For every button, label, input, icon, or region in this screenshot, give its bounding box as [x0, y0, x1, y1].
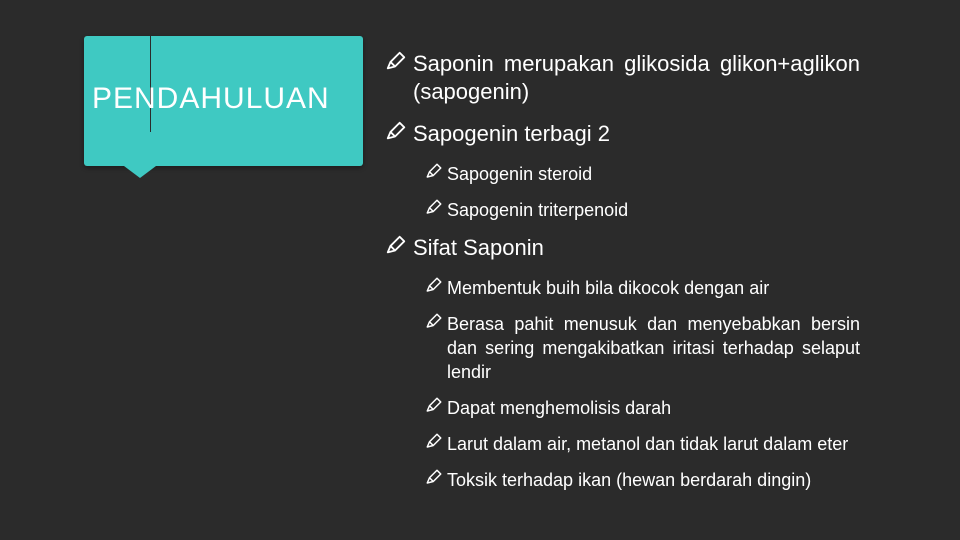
bullet-item [385, 234, 860, 262]
pen-bullet-icon [425, 396, 447, 414]
pen-bullet-icon [385, 120, 413, 142]
sub-bullet-item [425, 396, 860, 420]
sub-bullet-item [425, 198, 860, 222]
slide-title: PENDAHULUAN [92, 82, 330, 115]
sub-bullet-item [425, 432, 860, 456]
title-box [84, 36, 363, 166]
pen-bullet-icon [425, 432, 447, 450]
sub-bullet-item [425, 162, 860, 186]
pen-bullet-icon [425, 198, 447, 216]
pen-bullet-icon [385, 234, 413, 256]
bullet-text: Sapogenin terbagi 2 [413, 121, 610, 146]
pen-bullet-icon [425, 162, 447, 180]
sub-bullet-item [425, 276, 860, 300]
bullet-item [385, 50, 860, 106]
sub-bullet-text: Membentuk buih bila dikocok dengan air [447, 278, 770, 298]
bullet-text: Sifat Saponin [413, 235, 544, 260]
bullet-item [385, 120, 860, 148]
bullet-text: Saponin merupakan glikosida glikon+aglikon (sapogenin) [413, 51, 860, 104]
pen-bullet-icon [425, 468, 447, 486]
sub-bullet-item [425, 312, 860, 384]
bullet-list [385, 50, 860, 504]
sub-bullet-text: Toksik terhadap ikan (hewan berdarah dingin) [447, 470, 812, 490]
pen-bullet-icon [385, 50, 413, 72]
pen-bullet-icon [425, 276, 447, 294]
sub-bullet-text: Larut dalam air, metanol dan tidak larut dalam eter [447, 434, 849, 454]
pen-bullet-icon [425, 312, 447, 330]
sub-bullet-text: Dapat menghemolisis darah [447, 398, 672, 418]
sub-bullet-item [425, 468, 860, 492]
sub-bullet-text: Sapogenin steroid [447, 164, 593, 184]
sub-bullet-text: Sapogenin triterpenoid [447, 200, 629, 220]
sub-bullet-text: Berasa pahit menusuk dan menyebabkan bersin dan sering mengakibatkan iritasi terhadap selaput lendir [447, 314, 860, 382]
